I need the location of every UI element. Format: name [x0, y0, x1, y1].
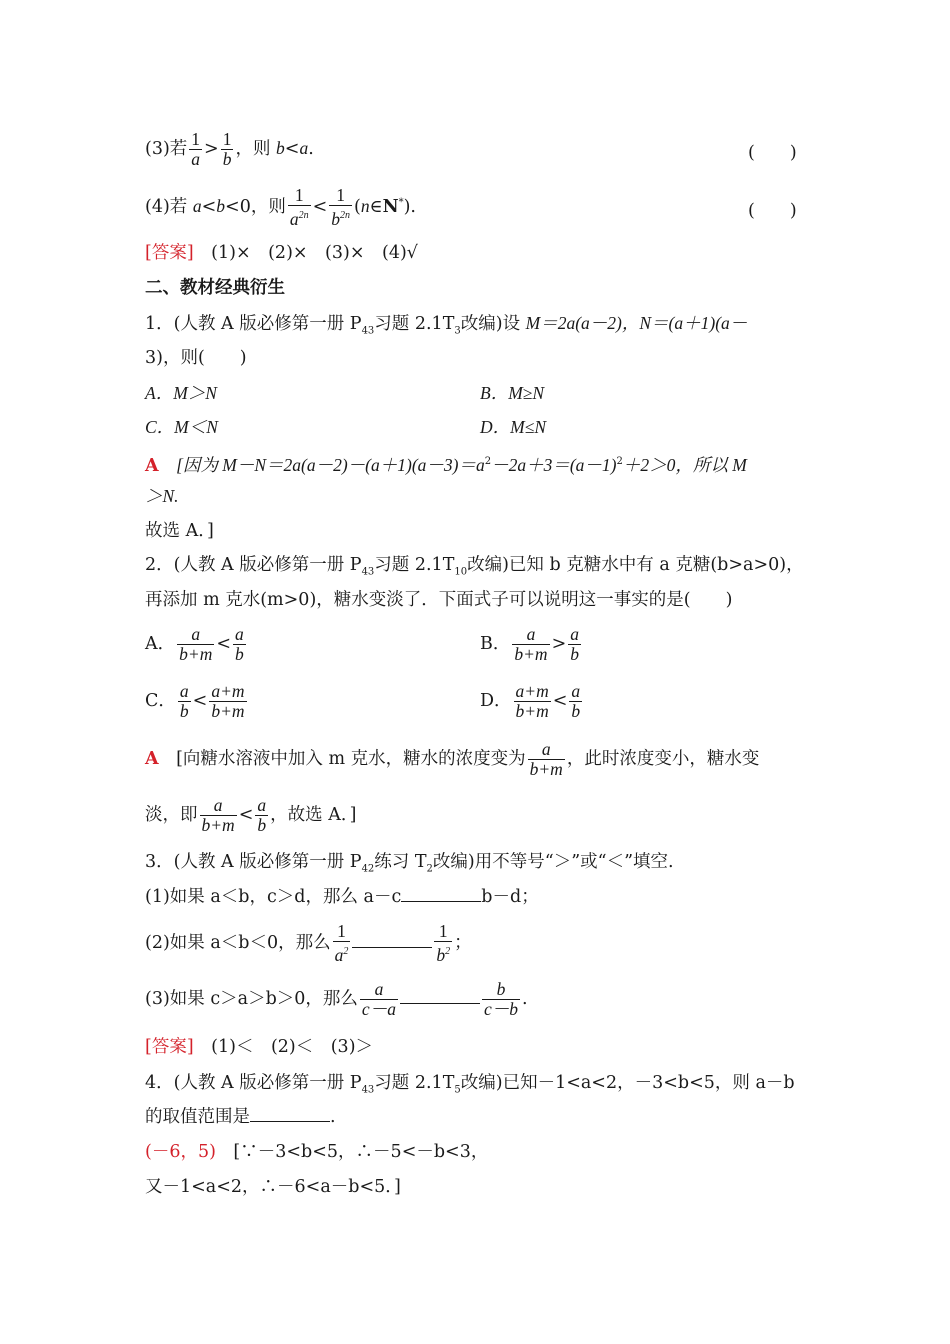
fill-blank[interactable] — [401, 887, 481, 902]
p1-answer-line3: 故选 A．] — [145, 521, 214, 541]
p1-line1: 1．(人教 A 版必修第一册 $P_{43}$习题 $2.1T_3$改编)设 M＝2a(a－2)，N＝(a＋1)(a－ — [145, 313, 748, 337]
p1-answer-line1: A [因为 $M-N=2a(a-2)-(a+1)(a-3)=a^2-2a+3=(a-1)^2+2>0$，所以 M — [145, 454, 747, 476]
p2-option-c: C． $\frac{a}{b}$ < $\frac{a+m}{b+m}$ — [145, 681, 245, 721]
p3-sub2: (2)如果 a＜b＜0，那么 $\frac{1}{a^2}$ $\frac{1}{b^2}$ ； — [145, 921, 472, 965]
p3-sub1: (1)如果 a＜b，c＞d，那么 a－c b－d； — [145, 887, 539, 907]
p1-option-b: B．M≥N — [480, 383, 545, 403]
p1-line2: 3)，则( ) — [145, 348, 247, 368]
answer-line-3: [答案] (1)＜ (2)＜ (3)＞ — [145, 1037, 374, 1057]
p4-answer-line2: 又－1<a<2，∴－6<a－b<5．] — [145, 1177, 401, 1197]
problem-4-row: (4)若 a<b<0，则 $\frac{1}{a^{2n}}$ < $\frac{1}{b^{2n}}$ (n∈N*). — [145, 185, 416, 229]
p3-sub3: (3)如果 c＞a＞b＞0，那么 $\frac{a}{c-a}$ $\frac{b}{c-b}$ . — [145, 979, 528, 1019]
p1-option-a: A．M＞N — [145, 383, 217, 403]
fill-blank[interactable] — [352, 933, 432, 948]
fraction-1-over-b: $\frac{1}{b}$ — [222, 129, 232, 169]
p4-line1: 4．(人教 A 版必修第一册 $P_{43}$习题 $2.1T_5$改编)已知－1<a<2，－3<b<5，则 a－b — [145, 1073, 795, 1096]
p1-option-c: C．M＜N — [145, 417, 218, 437]
p4-line2: 的取值范围是 . — [145, 1107, 336, 1127]
answer-tag: [答案] — [145, 243, 194, 263]
section-title: 二、教材经典衍生 — [145, 278, 285, 298]
p4-answer-line1: (－6，5) [∵－3<b<5，∴－5<－b<3， — [145, 1142, 489, 1162]
p3-line1: 3．(人教 A 版必修第一册 $P_{42}$练习 $T_2$改编)用不等号“＞”或“＜”填空. — [145, 852, 674, 875]
p2-line2: 再添加 m 克水(m>0)，糖水变淡了．下面式子可以说明这一事实的是( ) — [145, 590, 733, 610]
p1-answer-line2: ＞N. — [145, 486, 179, 506]
problem-3-row: (3)若 $\frac{1}{a}$ > $\frac{1}{b}$ ，则 b<a. — [145, 129, 314, 169]
p2-answer-line1: A [向糖水溶液中加入 m 克水，糖水的浓度变为 $\frac{a}{b+m}$ ，此时浓度变小，糖水变 — [145, 739, 760, 779]
p2-option-a: A． $\frac{a}{b+m}$ < $\frac{a}{b}$ — [145, 624, 244, 664]
answer-paren-3: ( ) — [748, 143, 797, 163]
fill-blank[interactable] — [400, 989, 480, 1004]
p1-option-d: D．M≤N — [480, 417, 546, 437]
fraction-1-over-b2n: $\frac{1}{b^{2n}}$ — [331, 185, 351, 229]
answer-line-1: [答案] (1)× (2)× (3)× (4)√ — [145, 243, 418, 263]
p2-line1: 2．(人教 A 版必修第一册 $P_{43}$习题 $2.1T_{10}$改编)已知 b 克糖水中有 a 克糖(b>a>0)， — [145, 555, 804, 578]
p2-option-d: D． $\frac{a+m}{b+m}$ < $\frac{a}{b}$ — [480, 681, 581, 721]
fraction-1-over-a2n: $\frac{1}{a^{2n}}$ — [289, 185, 309, 229]
p2-answer-line2: 淡，即 $\frac{a}{b+m}$ < $\frac{a}{b}$ ，故选 A．] — [145, 795, 357, 835]
answer-paren-4: ( ) — [748, 201, 797, 221]
fraction-1-over-a: $\frac{1}{a}$ — [191, 129, 201, 169]
fill-blank[interactable] — [250, 1107, 330, 1122]
p2-option-b: B． $\frac{a}{b+m}$ > $\frac{a}{b}$ — [480, 624, 579, 664]
